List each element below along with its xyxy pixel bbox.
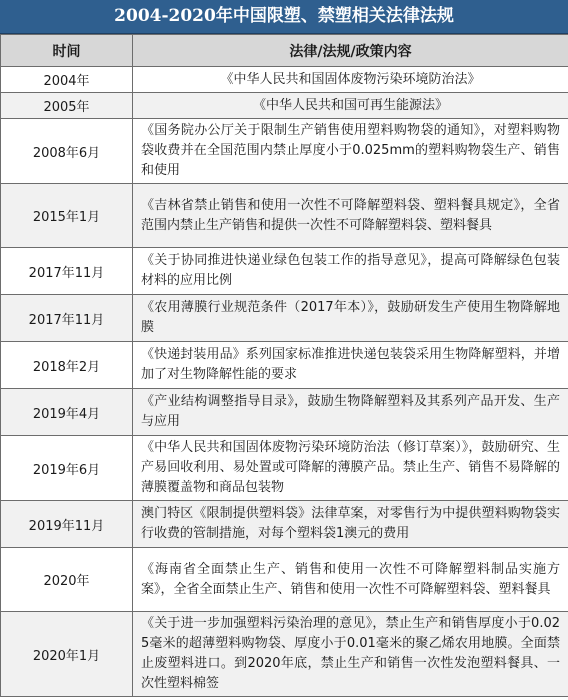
table-row xyxy=(1,67,568,93)
row-time: 2017年11月 xyxy=(1,295,133,342)
page-title: 2004-2020年中国限塑、禁塑相关法律法规 xyxy=(0,0,568,34)
table-row xyxy=(1,295,568,342)
table-row xyxy=(1,342,568,389)
row-time: 2020年 xyxy=(1,548,133,612)
row-law: 澳门特区《限制提供塑料袋》法律草案，对零售行为中提供塑料购物袋实行收费的管制措施，对每个塑料袋1澳元的费用 xyxy=(133,501,568,548)
row-time: 2017年11月 xyxy=(1,248,133,295)
row-law: 《海南省全面禁止生产、销售和使用一次性不可降解塑料制品实施方案》，全省全面禁止生产、销售和使用一次性不可降解塑料袋、塑料餐具 xyxy=(133,548,568,612)
table-row xyxy=(1,612,568,697)
row-time: 2019年4月 xyxy=(1,389,133,436)
table-row xyxy=(1,436,568,501)
regulations-table xyxy=(0,34,568,697)
table-row xyxy=(1,501,568,548)
table-header-row xyxy=(1,35,568,67)
row-law: 《农用薄膜行业规范条件（2017年本）》，鼓励研发生产使用生物降解地膜 xyxy=(133,295,568,342)
row-law: 《国务院办公厅关于限制生产销售使用塑料购物袋的通知》，对塑料购物袋收费并在全国范围内禁止厚度小于0.025mm的塑料购物袋生产、销售和使用 xyxy=(133,119,568,184)
table-row xyxy=(1,119,568,184)
row-time: 2008年6月 xyxy=(1,119,133,184)
row-time: 2019年11月 xyxy=(1,501,133,548)
row-law: 《吉林省禁止销售和使用一次性不可降解塑料袋、塑料餐具规定》，全省范围内禁止生产销售和提供一次性不可降解塑料袋、塑料餐具 xyxy=(133,184,568,248)
row-law: 《中华人民共和国固体废物污染环境防治法》 xyxy=(133,67,568,93)
row-law: 《中华人民共和国可再生能源法》 xyxy=(133,93,568,119)
header-time: 时间 xyxy=(1,35,133,67)
row-law: 《关于协同推进快递业绿色包装工作的指导意见》，提高可降解绿色包装材料的应用比例 xyxy=(133,248,568,295)
table-row xyxy=(1,93,568,119)
row-law: 《产业结构调整指导目录》，鼓励生物降解塑料及其系列产品开发、生产与应用 xyxy=(133,389,568,436)
row-law: 《快递封装用品》系列国家标准推进快递包装袋采用生物降解塑料，并增加了对生物降解性能的要求 xyxy=(133,342,568,389)
row-time: 2004年 xyxy=(1,67,133,93)
row-time: 2019年6月 xyxy=(1,436,133,501)
row-time: 2018年2月 xyxy=(1,342,133,389)
table-row xyxy=(1,248,568,295)
table-row xyxy=(1,548,568,612)
row-time: 2005年 xyxy=(1,93,133,119)
row-time: 2015年1月 xyxy=(1,184,133,248)
table-row xyxy=(1,389,568,436)
row-law: 《关于进一步加强塑料污染治理的意见》，禁止生产和销售厚度小于0.025毫米的超薄塑料购物袋、厚度小于0.01毫米的聚乙烯农用地膜。全面禁止废塑料进口。到2020年底，禁止生产和销售一次性发泡塑料餐具、一次性塑料棉签 xyxy=(133,612,568,697)
row-law: 《中华人民共和国固体废物污染环境防治法（修订草案）》，鼓励研究、生产易回收利用、易处置或可降解的薄膜产品。禁止生产、销售不易降解的薄膜覆盖物和商品包装物 xyxy=(133,436,568,501)
header-law: 法律/法规/政策内容 xyxy=(133,35,568,67)
table-row xyxy=(1,184,568,248)
row-time: 2020年1月 xyxy=(1,612,133,697)
